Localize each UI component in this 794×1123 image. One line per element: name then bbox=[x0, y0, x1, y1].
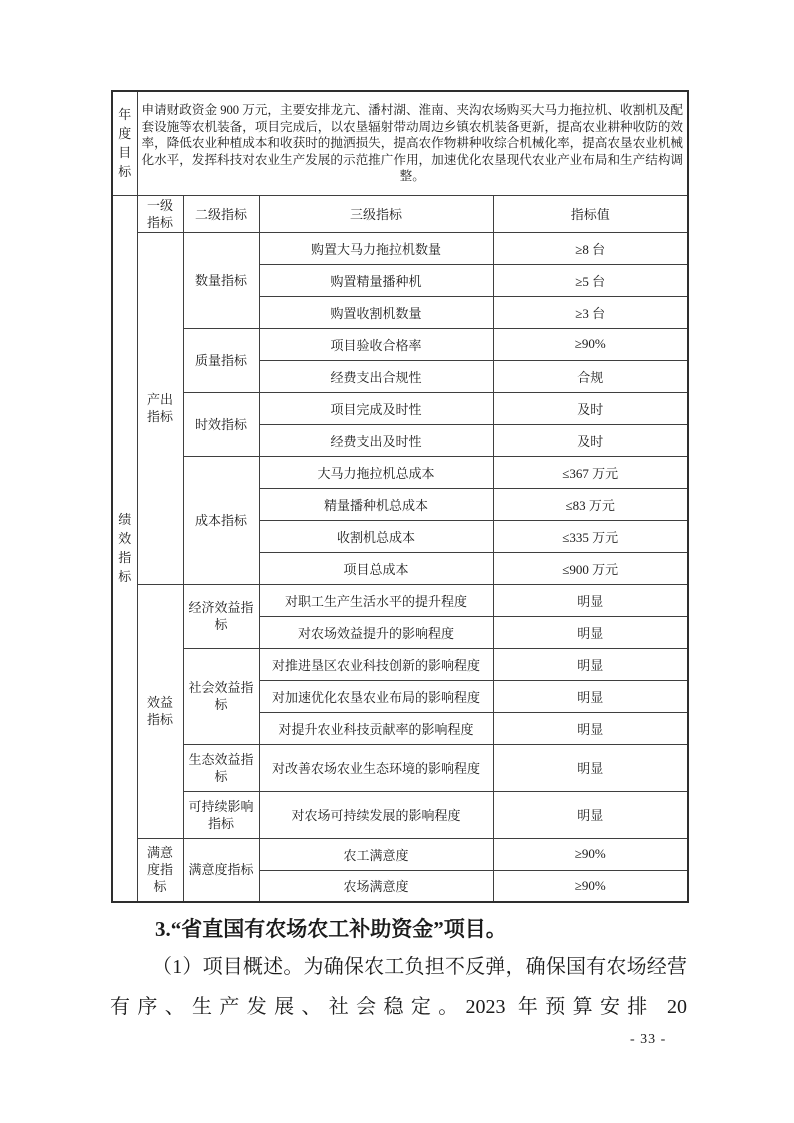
value-cell: ≤83 万元 bbox=[493, 488, 688, 520]
value-cell: 及时 bbox=[493, 392, 688, 424]
indicator-cell: 大马力拖拉机总成本 bbox=[259, 456, 493, 488]
value-cell: ≥90% bbox=[493, 870, 688, 902]
table-row bbox=[112, 232, 688, 264]
indicator-cell: 项目验收合格率 bbox=[259, 328, 493, 360]
level1-output-cell: 产出指标 bbox=[137, 232, 183, 584]
level2-economic-cell: 经济效益指标 bbox=[183, 584, 259, 648]
value-cell: 及时 bbox=[493, 424, 688, 456]
body-paragraph: （1）项目概述。为确保农工负担不反弹，确保国有农场经营有序、生产发展、社会稳定。2023 年预算安排 20 bbox=[110, 956, 687, 1018]
value-cell: ≤900 万元 bbox=[493, 552, 688, 584]
indicator-cell: 农场满意度 bbox=[259, 870, 493, 902]
indicator-cell: 对职工生产生活水平的提升程度 bbox=[259, 584, 493, 616]
value-cell: ≥3 台 bbox=[493, 296, 688, 328]
level2-satisfaction-cell: 满意度指标 bbox=[183, 838, 259, 902]
indicator-cell: 对农场效益提升的影响程度 bbox=[259, 616, 493, 648]
indicator-cell: 项目总成本 bbox=[259, 552, 493, 584]
annual-goal-label-cell bbox=[112, 91, 137, 195]
table-row bbox=[112, 456, 688, 488]
level1-benefit-cell: 效益指标 bbox=[137, 584, 183, 838]
section-heading: 3.“省直国有农场农工补助资金”项目。 bbox=[155, 917, 507, 941]
header-level1: 一级指标 bbox=[137, 195, 183, 232]
value-cell: 明显 bbox=[493, 584, 688, 616]
indicator-cell: 购置收割机数量 bbox=[259, 296, 493, 328]
table-row bbox=[112, 648, 688, 680]
indicator-cell: 购置大马力拖拉机数量 bbox=[259, 232, 493, 264]
level2-quality-cell: 质量指标 bbox=[183, 328, 259, 392]
indicator-cell: 农工满意度 bbox=[259, 838, 493, 870]
value-cell: 合规 bbox=[493, 360, 688, 392]
indicator-cell: 对农场可持续发展的影响程度 bbox=[259, 791, 493, 838]
indicator-cell: 项目完成及时性 bbox=[259, 392, 493, 424]
level2-ecological-cell: 生态效益指标 bbox=[183, 744, 259, 791]
indicator-cell: 对推进垦区农业科技创新的影响程度 bbox=[259, 648, 493, 680]
indicator-cell: 精量播种机总成本 bbox=[259, 488, 493, 520]
level2-social-cell: 社会效益指标 bbox=[183, 648, 259, 744]
value-cell: 明显 bbox=[493, 744, 688, 791]
level2-cost-cell: 成本指标 bbox=[183, 456, 259, 584]
value-cell: ≥90% bbox=[493, 328, 688, 360]
annual-goal-text: 申请财政资金 900 万元，主要安排龙亢、潘村湖、淮南、夹沟农场购买大马力拖拉机、收割机及配套设施等农机装备，项目完成后，以农垦辐射带动周边乡镇农机装备更新，提高农业耕种收防的效率，降低农业种植成本和收获时的抛洒损失，提高农作物耕种收综合机械化率，提高农垦农业机械化水平，发挥科技对农业生产发展的示范推广作用，加速优化农垦现代农业产业布局和生产结构调整。 bbox=[137, 91, 688, 195]
header-level3: 三级指标 bbox=[259, 195, 493, 232]
value-cell: ≤335 万元 bbox=[493, 520, 688, 552]
indicator-cell: 对改善农场农业生态环境的影响程度 bbox=[259, 744, 493, 791]
value-cell: ≥5 台 bbox=[493, 264, 688, 296]
performance-side-label-cell bbox=[112, 195, 137, 902]
indicator-cell: 收割机总成本 bbox=[259, 520, 493, 552]
table-row bbox=[112, 744, 688, 791]
level2-quantity-cell: 数量指标 bbox=[183, 232, 259, 328]
table-header-row bbox=[112, 195, 688, 232]
table-row bbox=[112, 791, 688, 838]
value-cell: 明显 bbox=[493, 616, 688, 648]
level2-sustainability-cell: 可持续影响指标 bbox=[183, 791, 259, 838]
header-value: 指标值 bbox=[493, 195, 688, 232]
table-row bbox=[112, 328, 688, 360]
table-row bbox=[112, 584, 688, 616]
indicator-cell: 购置精量播种机 bbox=[259, 264, 493, 296]
value-cell: ≥8 台 bbox=[493, 232, 688, 264]
table-row bbox=[112, 392, 688, 424]
value-cell: 明显 bbox=[493, 680, 688, 712]
value-cell: ≥90% bbox=[493, 838, 688, 870]
value-cell: 明显 bbox=[493, 712, 688, 744]
performance-side-label: 绩效指标 bbox=[118, 512, 132, 585]
level2-timeliness-cell: 时效指标 bbox=[183, 392, 259, 456]
value-cell: 明显 bbox=[493, 648, 688, 680]
performance-indicator-table bbox=[111, 90, 689, 903]
level1-satisfaction-cell: 满意度指标 bbox=[137, 838, 183, 902]
indicator-cell: 经费支出合规性 bbox=[259, 360, 493, 392]
indicator-cell: 对提升农业科技贡献率的影响程度 bbox=[259, 712, 493, 744]
annual-goal-label: 年度目标 bbox=[118, 107, 132, 180]
annual-goal-row bbox=[112, 91, 688, 195]
page-number: - 33 - bbox=[630, 1032, 667, 1047]
indicator-cell: 对加速优化农垦农业布局的影响程度 bbox=[259, 680, 493, 712]
header-level2: 二级指标 bbox=[183, 195, 259, 232]
value-cell: ≤367 万元 bbox=[493, 456, 688, 488]
table-row bbox=[112, 838, 688, 870]
indicator-cell: 经费支出及时性 bbox=[259, 424, 493, 456]
value-cell: 明显 bbox=[493, 791, 688, 838]
